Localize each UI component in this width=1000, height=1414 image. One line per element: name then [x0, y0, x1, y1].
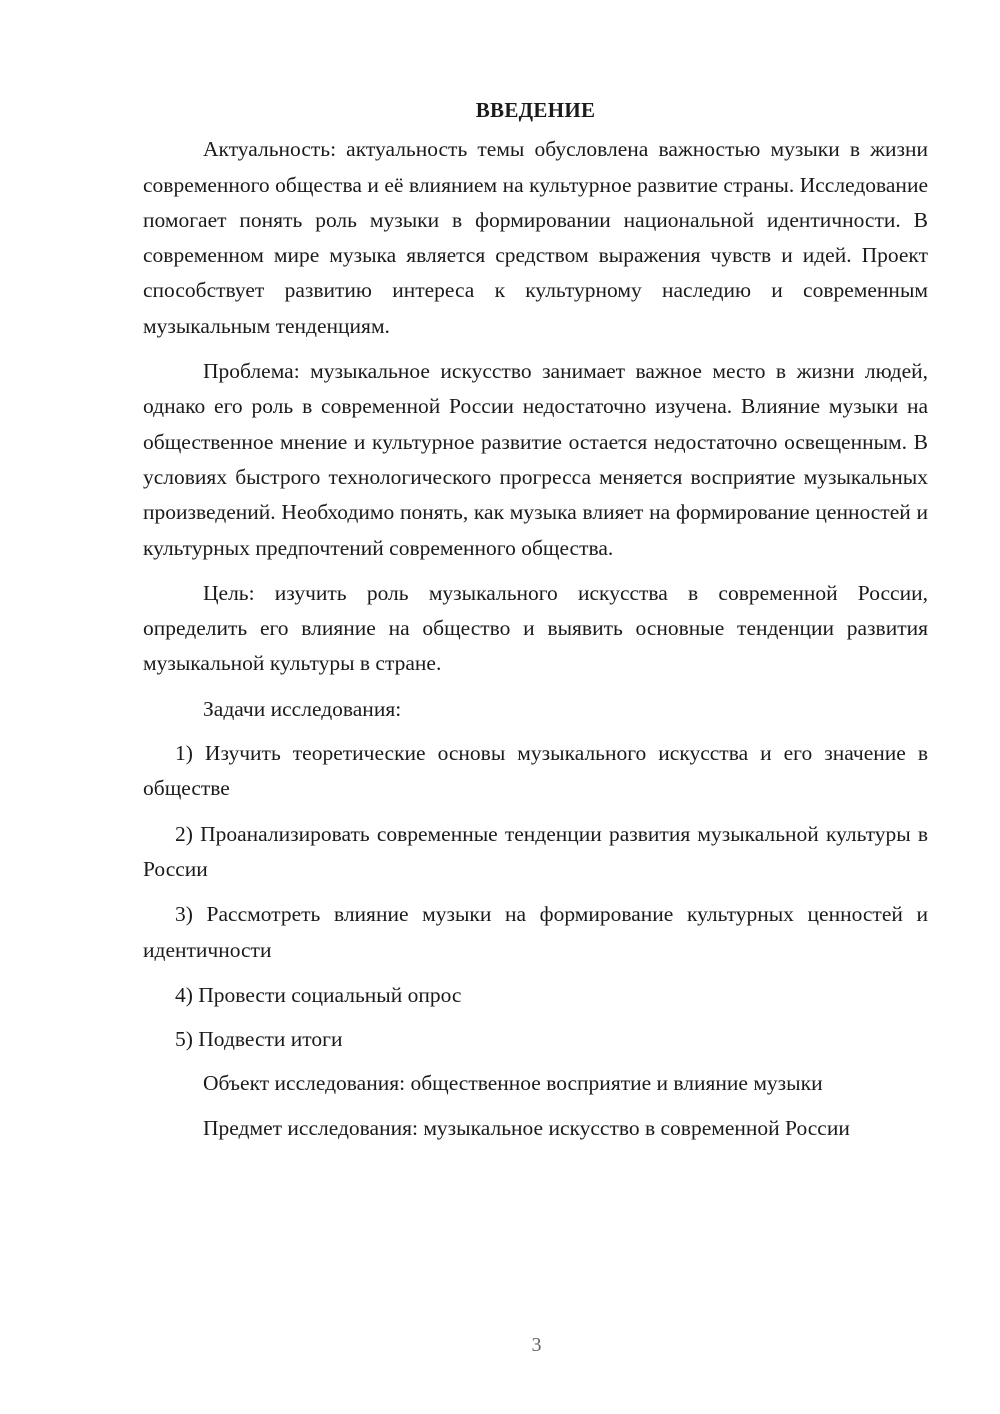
object-paragraph: Объект исследования: общественное восприятие и влияние музыки: [203, 1071, 823, 1096]
task-item: 5) Подвести итоги: [175, 1027, 343, 1052]
subject-paragraph: Предмет исследования: музыкальное искусство в современной России: [203, 1115, 850, 1140]
task-item: 2) Проанализировать современные тенденции развития музыкальной культуры в России: [143, 821, 928, 881]
task-item: 1) Изучить теоретические основы музыкального искусства и его значение в обществе: [143, 741, 928, 801]
page-number: 3: [531, 1334, 542, 1356]
problem-paragraph: Проблема: музыкальное искусство занимает важное место в жизни людей, однако его роль в современной России недостаточно изучена. Влияние музыки на общественное мнение и культурное развитие остается недостаточно освещенным. В условиях быстрого технологического прогресса меняется восприятие музыкальных произведений. Необходимо понять, как музыка влияет на формирование ценностей и культурных предпочтений современного общества.: [143, 359, 928, 560]
task-item: 3) Рассмотреть влияние музыки на формирование культурных ценностей и идентичности: [143, 902, 928, 962]
page-title: ВВЕДЕНИЕ: [475, 98, 596, 122]
relevance-paragraph: Актуальность: актуальность темы обусловлена важностью музыки в жизни современного общества и её влиянием на культурное развитие страны. Исследование помогает понять роль музыки в формировании национальной идентичности. В современном мире музыка является средством выражения чувств и идей. Проект способствует развитию интереса к культурному наследию и современным музыкальным тенденциям.: [143, 137, 928, 338]
page-content: [143, 93, 928, 1156]
goal-paragraph: Цель: изучить роль музыкального искусства в современной России, определить его влияние на общество и выявить основные тенденции развития музыкальной культуры в стране.: [143, 580, 928, 676]
tasks-heading: Задачи исследования:: [203, 696, 402, 721]
task-item: 4) Провести социальный опрос: [175, 982, 462, 1007]
